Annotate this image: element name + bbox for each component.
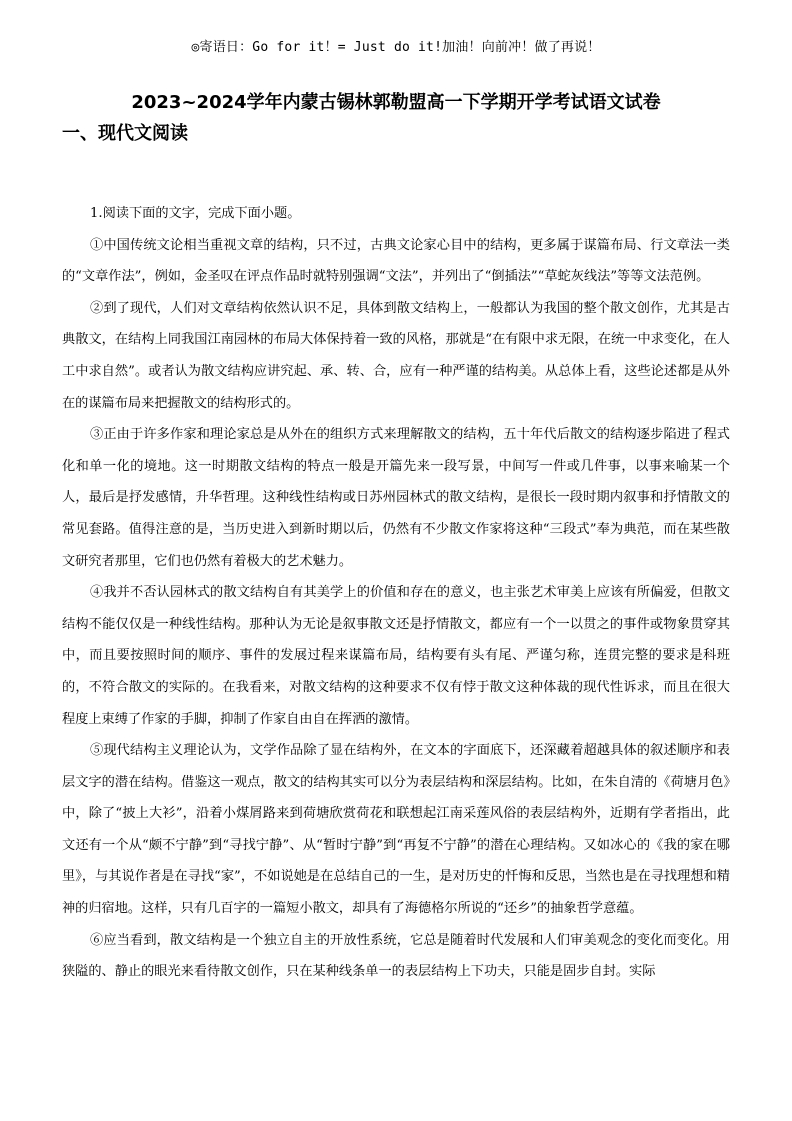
paragraph-1: ①中国传统文论相当重视文章的结构，只不过，古典文论家心目中的结构，更多属于谋篇布局、行文章法一类的“文章作法”，例如，金圣叹在评点作品时就特别强调“文法”，并列出了“倒插法”“草蛇灰线法”等等文法范例。: [62, 237, 730, 285]
section-heading: 一、现代文阅读: [62, 123, 188, 144]
paragraph-6: ⑥应当看到，散文结构是一个独立自主的开放性系统，它总是随着时代发展和人们审美观念的变化而变化。用狭隘的、静止的眼光来看待散文创作，只在某种线条单一的表层结构上下功夫，只能是固步自封。实际: [62, 932, 730, 980]
question-instruction: 1.阅读下面的文字，完成下面小题。: [90, 206, 301, 221]
paragraph-3: ③正由于许多作家和理论家总是从外在的组织方式来理解散文的结构，五十年代后散文的结构逐步陷进了程式化和单一化的境地。这一时期散文结构的特点一般是开篇先来一段写景，中间写一件或几件事，以事来喻某一个人，最后是抒发感情，升华哲理。这种线性结构或日苏州园林式的散文结构，是很长一段时期内叙事和抒情散文的常见套路。值得注意的是，当历史进入到新时期以后，仍然有不少散文作家将这种“三段式”奉为典范，而在某些散文研究者那里，它们也仍然有着极大的艺术魅力。: [62, 427, 730, 569]
paragraph-5: ⑤现代结构主义理论认为，文学作品除了显在结构外，在文本的字面底下，还深藏着超越具体的叙述顺序和表层文字的潜在结构。借鉴这一观点，散文的结构其实可以分为表层结构和深层结构。比如，在朱自清的《荷塘月色》中，除了“披上大衫”，沿着小煤屑路来到荷塘欣赏荷花和联想起江南采莲风俗的表层结构外，近期有学者指出，此文还有一个从“颇不宁静”到“寻找宁静”、从“暂时宁静”到“再复不宁静”的潜在心理结构。又如冰心的《我的家在哪里》，与其说作者是在寻找“家”，不如说她是在总结自己的一生，是对历史的忏悔和反思，当然也是在寻找理想和精神的归宿地。这样，只有几百字的一篇短小散文，却具有了海德格尔所说的“还乡”的抽象哲学意蕴。: [62, 743, 730, 917]
header-motto: ◎寄语日：Go for it！= Just do it!加油！向前冲！做了再说！: [191, 40, 601, 55]
reading-passage: [62, 198, 730, 988]
exam-title: 2023~2024学年内蒙古锡林郭勒盟高一下学期开学考试语文试卷: [131, 92, 661, 113]
paragraph-4: ④我并不否认园林式的散文结构自有其美学上的价值和存在的意义，也主张艺术审美上应该有所偏爱，但散文结构不能仅仅是一种线性结构。那种认为无论是叙事散文还是抒情散文，都应有一个一以贯之的事件或物象贯穿其中，而且要按照时间的顺序、事件的发展过程来谋篇布局，结构要有头有尾、严谨匀称，连贯完整的要求是科班的，不符合散文的实际的。在我看来，对散文结构的这种要求不仅有悖于散文这种体裁的现代性诉求，而且在很大程度上束缚了作家的手脚，抑制了作家自由自在挥洒的激情。: [62, 585, 730, 727]
paragraph-2: ②到了现代，人们对文章结构依然认识不足，具体到散文结构上，一般都认为我国的整个散文创作，尤其是古典散文，在结构上同我国江南园林的布局大体保持着一致的风格，那就是“在有限中求无限，在统一中求变化，在人工中求自然”。或者认为散文结构应讲究起、承、转、合，应有一种严谨的结构美。从总体上看，这些论述都是从外在的谋篇布局来把握散文的结构形式的。: [62, 300, 730, 411]
